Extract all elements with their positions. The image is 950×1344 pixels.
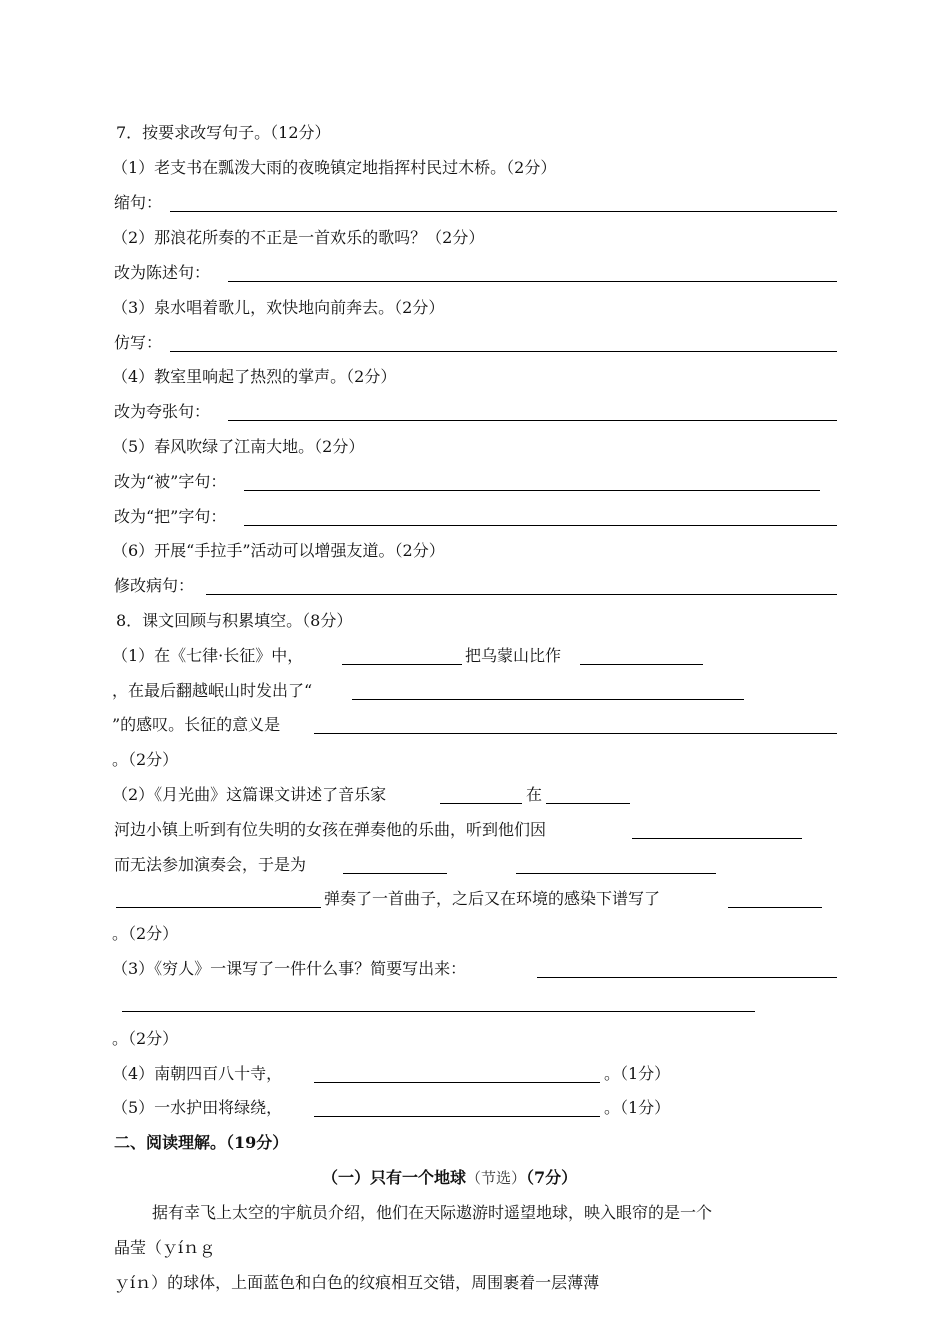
q7-6-answer-label: 修改病句：: [114, 576, 195, 595]
passage-title-main: （一）只有一个地球: [322, 1168, 467, 1187]
q8-4-b: 。（1分）: [604, 1064, 671, 1083]
q8-2-blank-2[interactable]: [546, 803, 630, 804]
q8-3-score: 。（2分）: [112, 1029, 179, 1048]
q8-2-line1-a: （2）《月光曲》这篇课文讲述了音乐家: [112, 785, 387, 804]
q8-1-blank-2[interactable]: [580, 664, 703, 665]
q7-title: 7．按要求改写句子。（12分）: [116, 123, 331, 142]
passage-title: [322, 1168, 577, 1188]
q8-2-blank-5[interactable]: [516, 873, 716, 874]
q7-2-answer-label: 改为陈述句：: [114, 263, 211, 282]
q8-2-blank-1[interactable]: [440, 803, 522, 804]
passage-line-2: 晶莹（ｙíｎｇ: [114, 1238, 216, 1257]
q8-1-blank-4[interactable]: [314, 733, 837, 734]
q7-5-answer-label-ba: 改为“把”字句：: [114, 507, 227, 526]
q8-5-a: （5）一水护田将绿绕，: [112, 1098, 283, 1117]
q7-5-answer-line-ba[interactable]: [244, 525, 837, 526]
q8-3-line1: （3）《穷人》一课写了一件什么事？简要写出来：: [112, 959, 467, 978]
q7-4-answer-label: 改为夸张句：: [114, 402, 211, 421]
q8-2-blank-4[interactable]: [343, 873, 447, 874]
q7-5-answer-line-bei[interactable]: [244, 490, 820, 491]
passage-line-1: 据有幸飞上太空的宇航员介绍，他们在天际遨游时遥望地球，映入眼帘的是一个: [152, 1203, 713, 1222]
q7-4-answer-line[interactable]: [228, 420, 837, 421]
q8-4-blank[interactable]: [314, 1082, 600, 1083]
q7-5-prompt: （5）春风吹绿了江南大地。（2分）: [112, 437, 365, 456]
q8-3-blank-2[interactable]: [122, 1011, 755, 1012]
q7-5-answer-label-bei: 改为“被”字句：: [114, 472, 227, 491]
q7-3-answer-label: 仿写：: [114, 333, 163, 352]
q8-2-line3: 而无法参加演奏会，于是为: [114, 855, 307, 874]
q8-2-score: 。（2分）: [112, 924, 179, 943]
q7-1-answer-line[interactable]: [170, 211, 837, 212]
q8-2-line1-b: 在: [526, 785, 543, 804]
q8-4-a: （4）南朝四百八十寺，: [112, 1064, 283, 1083]
section2-title: 二、阅读理解。（19分）: [114, 1133, 289, 1152]
q7-6-answer-line[interactable]: [206, 594, 837, 595]
q7-3-prompt: （3）泉水唱着歌儿，欢快地向前奔去。（2分）: [112, 298, 445, 317]
q8-5-blank[interactable]: [314, 1116, 600, 1117]
q7-6-prompt: （6）开展“手拉手”活动可以增强友道。（2分）: [112, 541, 445, 560]
q8-1-line2: ，在最后翻越岷山时发出了“: [112, 681, 313, 700]
q8-2-blank-6[interactable]: [116, 907, 321, 908]
q7-2-answer-line[interactable]: [228, 281, 837, 282]
q8-1-score: 。（2分）: [112, 750, 179, 769]
q8-1-line1-a: （1）在《七律·长征》中，: [112, 646, 304, 665]
q8-5-b: 。（1分）: [604, 1098, 671, 1117]
q8-1-blank-1[interactable]: [342, 664, 462, 665]
passage-line-3: ｙíｎ）的球体，上面蓝色和白色的纹痕相互交错，周围裹着一层薄薄: [114, 1273, 600, 1292]
q7-4-prompt: （4）教室里响起了热烈的掌声。（2分）: [112, 367, 397, 386]
q7-1-prompt: （1）老支书在瓢泼大雨的夜晚镇定地指挥村民过木桥。（2分）: [112, 158, 557, 177]
q8-1-blank-3[interactable]: [352, 699, 744, 700]
q8-2-line4: 弹奏了一首曲子，之后又在环境的感染下谱写了: [324, 889, 661, 908]
q7-3-answer-line[interactable]: [170, 351, 837, 352]
q8-2-blank-3[interactable]: [632, 838, 802, 839]
q8-1-line3: ”的感叹。长征的意义是: [112, 715, 281, 734]
q8-title: 8．课文回顾与积累填空。（8分）: [116, 611, 353, 630]
q7-2-prompt: （2）那浪花所奏的不正是一首欢乐的歌吗？（2分）: [112, 228, 485, 247]
q7-1-answer-label: 缩句：: [114, 193, 163, 212]
q8-2-line2: 河边小镇上听到有位失明的女孩在弹奏他的乐曲，听到他们因: [114, 820, 547, 839]
passage-title-score: （7分）: [526, 1168, 578, 1187]
passage-title-note: （节选）: [466, 1169, 527, 1187]
q8-2-blank-7[interactable]: [728, 907, 822, 908]
q8-1-line1-b: 把乌蒙山比作: [465, 646, 562, 665]
q8-3-blank-1[interactable]: [537, 977, 837, 978]
